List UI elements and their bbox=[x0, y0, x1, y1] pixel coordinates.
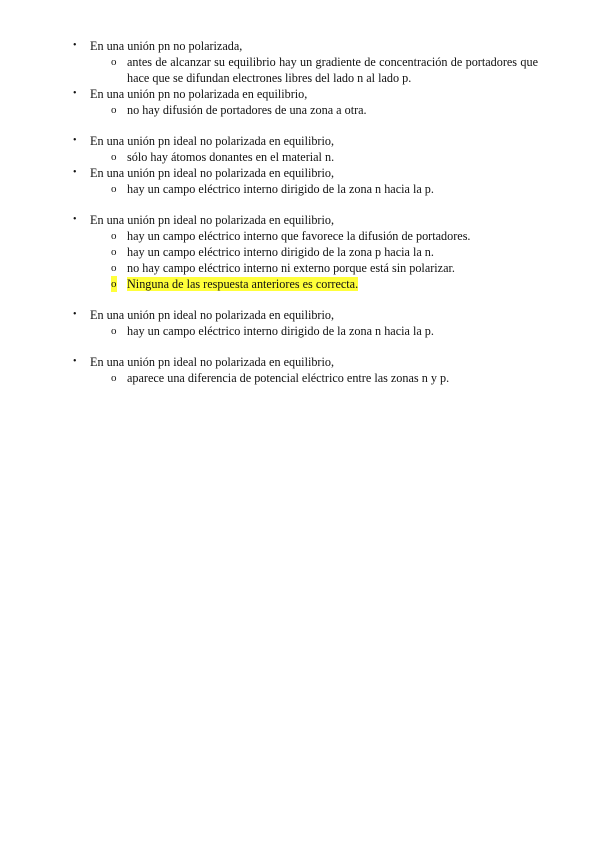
sub-list-item bbox=[0, 54, 600, 86]
bullet-icon: • bbox=[73, 167, 77, 178]
answer-text: hay un campo eléctrico interno dirigido de la zona n hacia la p. bbox=[127, 324, 434, 338]
question-text: En una unión pn ideal no polarizada en equilibrio, bbox=[90, 308, 335, 322]
list-item bbox=[0, 165, 600, 181]
question-text: En una unión pn no polarizada, bbox=[90, 39, 243, 53]
answer-text: hay un campo eléctrico interno que favorece la difusión de portadores. bbox=[127, 229, 471, 243]
list-item bbox=[0, 354, 600, 370]
answer-text: hay un campo eléctrico interno dirigido de la zona p hacia la n. bbox=[127, 245, 434, 259]
bullet-icon: • bbox=[73, 356, 77, 367]
sub-list-item bbox=[0, 181, 600, 197]
question-group bbox=[0, 212, 600, 292]
sub-list-item bbox=[0, 323, 600, 339]
list-item bbox=[0, 133, 600, 149]
question-text: En una unión pn no polarizada en equilibrio, bbox=[90, 87, 308, 101]
question-text: En una unión pn ideal no polarizada en equilibrio, bbox=[90, 166, 335, 180]
answer-text: antes de alcanzar su equilibrio hay un gradiente de concentración de portadores que hace que se difundan electrones libres del lado n al lado p. bbox=[127, 55, 538, 85]
question-text: En una unión pn ideal no polarizada en equilibrio, bbox=[90, 213, 335, 227]
question-group bbox=[0, 307, 600, 339]
sub-list-item bbox=[0, 149, 600, 165]
list-item bbox=[0, 86, 600, 102]
sub-bullet-icon: o bbox=[111, 104, 117, 116]
sub-bullet-icon: o bbox=[111, 183, 117, 195]
question-group bbox=[0, 354, 600, 386]
answer-text: aparece una diferencia de potencial eléctrico entre las zonas n y p. bbox=[127, 371, 450, 385]
bullet-icon: • bbox=[73, 309, 77, 320]
sub-bullet-icon: o bbox=[111, 372, 117, 384]
answer-text: hay un campo eléctrico interno dirigido de la zona n hacia la p. bbox=[127, 182, 434, 196]
sub-list-item bbox=[0, 370, 600, 386]
sub-bullet-icon: o bbox=[111, 230, 117, 242]
question-group bbox=[0, 38, 600, 118]
highlighted-answer bbox=[0, 276, 600, 292]
bullet-icon: • bbox=[73, 40, 77, 51]
answer-text: no hay campo eléctrico interno ni externo porque está sin polarizar. bbox=[127, 261, 455, 275]
sub-list-item bbox=[0, 102, 600, 118]
document-body bbox=[0, 38, 600, 386]
sub-bullet-icon: o bbox=[111, 56, 117, 68]
question-text: En una unión pn ideal no polarizada en equilibrio, bbox=[90, 355, 335, 369]
list-item bbox=[0, 38, 600, 54]
sub-bullet-icon: o bbox=[111, 246, 117, 258]
sub-bullet-icon: o bbox=[111, 278, 117, 290]
bullet-icon: • bbox=[73, 214, 77, 225]
sub-list-item bbox=[0, 260, 600, 276]
question-group bbox=[0, 133, 600, 197]
sub-bullet-icon: o bbox=[111, 325, 117, 337]
sub-bullet-icon: o bbox=[111, 262, 117, 274]
bullet-icon: • bbox=[73, 88, 77, 99]
sub-list-item bbox=[0, 244, 600, 260]
answer-text: no hay difusión de portadores de una zona a otra. bbox=[127, 103, 367, 117]
bullet-icon: • bbox=[73, 135, 77, 146]
sub-bullet-icon: o bbox=[111, 151, 117, 163]
list-item bbox=[0, 212, 600, 228]
list-item bbox=[0, 307, 600, 323]
answer-text: sólo hay átomos donantes en el material n. bbox=[127, 150, 335, 164]
answer-text: Ninguna de las respuesta anteriores es correcta. bbox=[127, 277, 359, 291]
sub-list-item bbox=[0, 228, 600, 244]
question-text: En una unión pn ideal no polarizada en equilibrio, bbox=[90, 134, 335, 148]
